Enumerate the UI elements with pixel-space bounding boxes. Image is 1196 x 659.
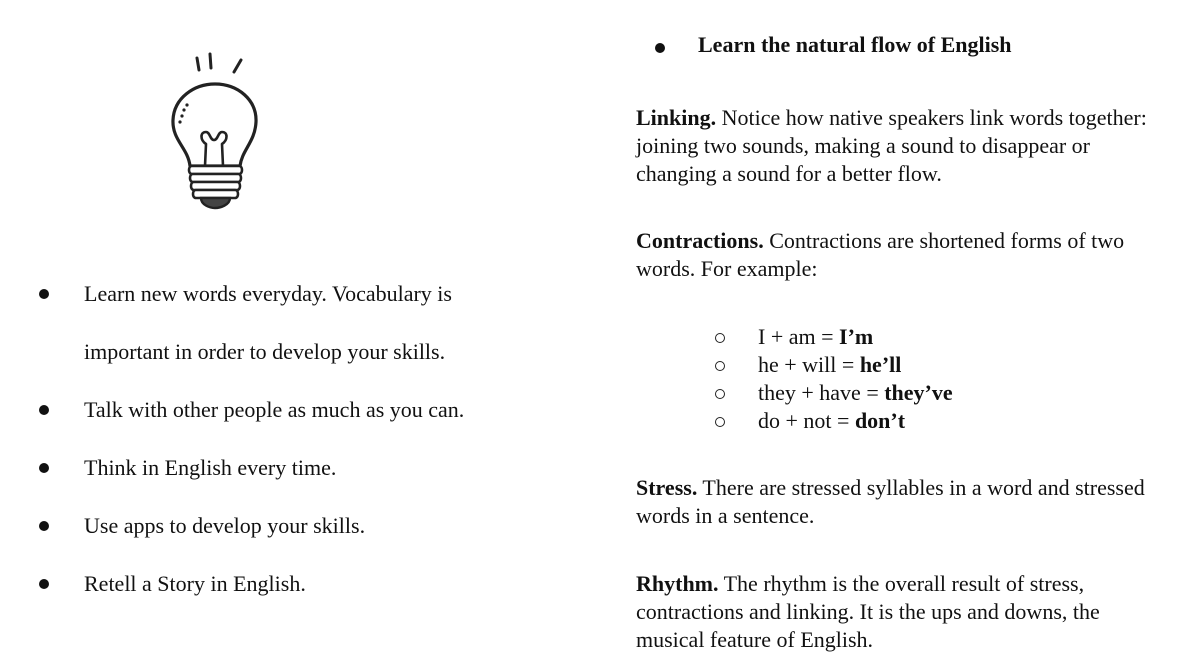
rhythm-term: Rhythm. <box>636 571 719 596</box>
example-result: they’ve <box>884 380 953 405</box>
example-result: I’m <box>839 324 874 349</box>
example-expression: they + have = <box>758 380 885 405</box>
contractions-paragraph <box>636 227 1166 283</box>
bullet-icon <box>655 43 665 53</box>
bullet-icon <box>39 463 49 473</box>
contractions-text: Contractions are shortened forms of two words. For example: <box>636 228 1125 281</box>
example-item <box>636 351 953 379</box>
bullet-icon <box>39 579 49 589</box>
linking-term: Linking. <box>636 105 717 130</box>
heading-text: Learn the natural flow of English <box>698 32 1012 57</box>
tip-text: Talk with other people as much as you can. <box>84 397 465 422</box>
stress-paragraph <box>636 474 1166 530</box>
list-item <box>0 497 564 555</box>
bullet-icon <box>39 405 49 415</box>
tip-text: Use apps to develop your skills. <box>84 513 366 538</box>
list-item-continuation <box>0 323 564 381</box>
example-expression: I + am = <box>758 324 840 349</box>
example-result: he’ll <box>859 352 902 377</box>
rhythm-paragraph <box>636 570 1166 654</box>
circle-bullet-icon <box>715 389 725 399</box>
stress-text: There are stressed syllables in a word and stressed words in a sentence. <box>636 475 1145 528</box>
list-item <box>0 381 564 439</box>
example-item <box>636 407 953 435</box>
circle-bullet-icon <box>715 333 725 343</box>
list-item <box>0 555 564 613</box>
tip-text: Learn new words everyday. Vocabulary is <box>84 281 452 306</box>
example-item <box>636 323 953 351</box>
linking-text: Notice how native speakers link words together: joining two sounds, making a sound to disappear or changing a sound for a better flow. <box>636 105 1147 186</box>
linking-paragraph <box>636 104 1166 188</box>
example-result: don’t <box>854 408 906 433</box>
bullet-icon <box>39 289 49 299</box>
bullet-icon <box>39 521 49 531</box>
example-expression: do + not = <box>758 408 855 433</box>
list-item <box>0 439 564 497</box>
circle-bullet-icon <box>715 417 725 427</box>
list-item <box>0 265 564 323</box>
contractions-examples <box>636 323 953 435</box>
tip-text: Retell a Story in English. <box>84 571 306 596</box>
tip-text: Think in English every time. <box>84 455 337 480</box>
lightbulb-icon <box>160 48 270 218</box>
rhythm-text: The rhythm is the overall result of stress, contractions and linking. It is the ups and downs, the musical feature of English. <box>636 571 1100 652</box>
circle-bullet-icon <box>715 361 725 371</box>
contractions-term: Contractions. <box>636 228 764 253</box>
example-item <box>636 379 953 407</box>
stress-term: Stress. <box>636 475 698 500</box>
tip-text: important in order to develop your skills. <box>84 339 446 364</box>
tips-list <box>0 265 564 613</box>
example-expression: he + will = <box>758 352 860 377</box>
